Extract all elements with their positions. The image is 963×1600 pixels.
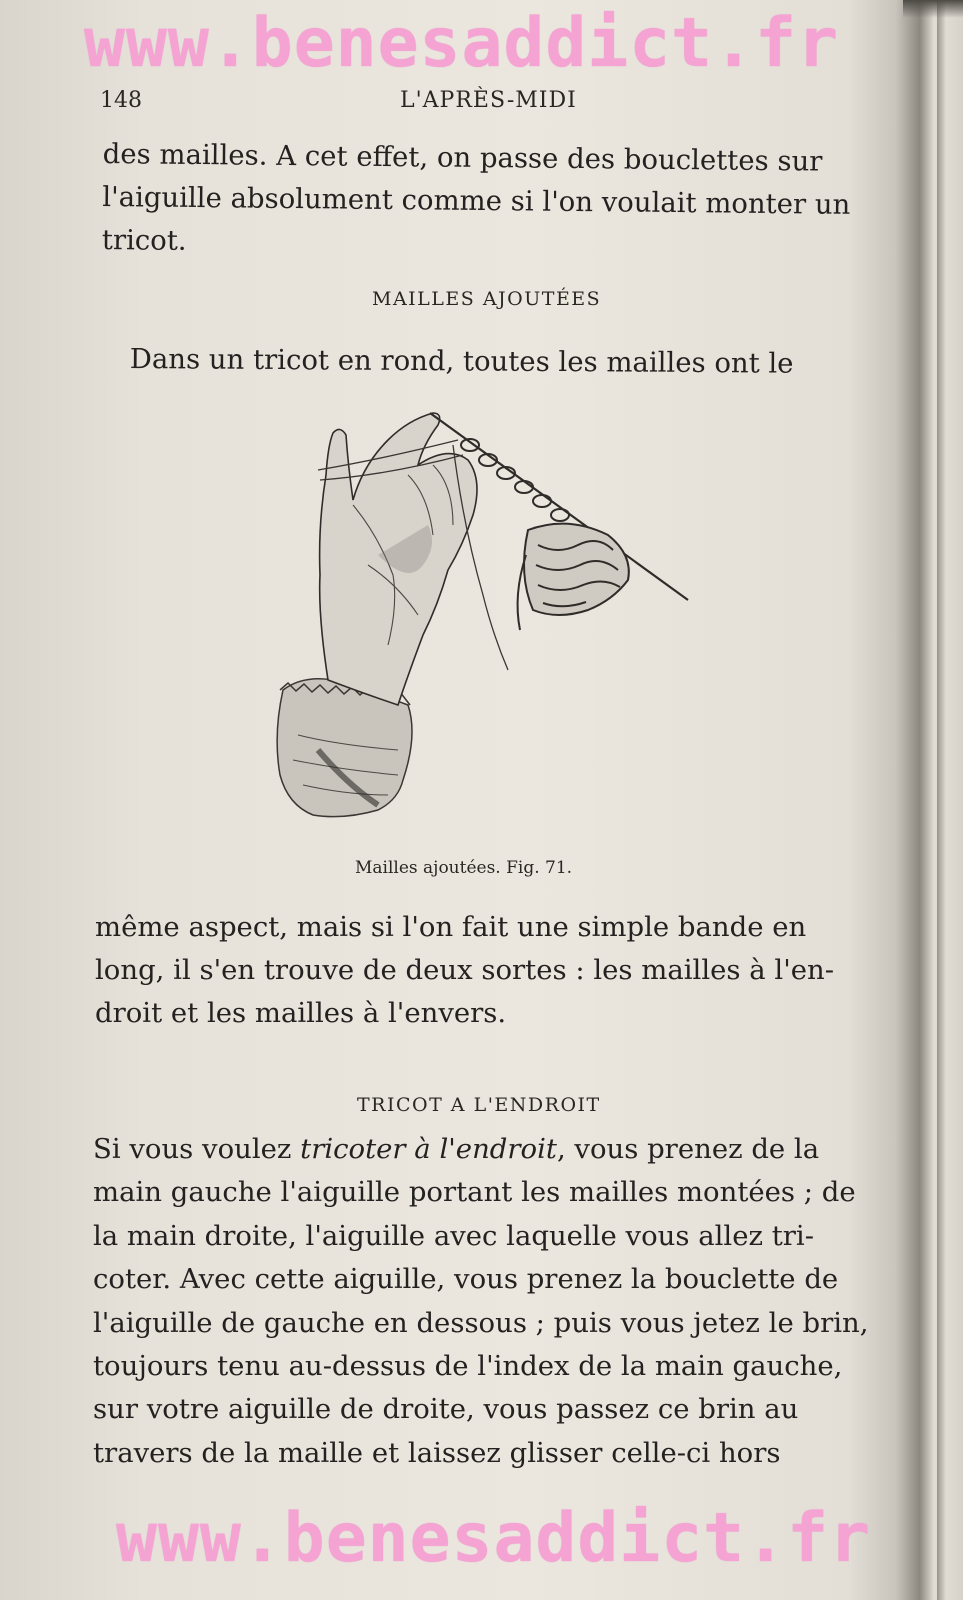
text-line: l'aiguille absolument comme si l'on voulait monter un xyxy=(102,180,851,221)
knitted-swatch xyxy=(518,524,629,630)
stitches-on-needle xyxy=(461,439,569,521)
running-title: L'APRÈS-MIDI xyxy=(400,88,577,113)
watermark-top: www.benesaddict.fr xyxy=(84,4,839,83)
text-line xyxy=(93,1128,876,1171)
section-heading-mailles-ajoutees: MAILLES AJOUTÉES xyxy=(372,288,602,310)
section1-continuation xyxy=(95,906,873,1035)
section2-paragraph xyxy=(93,1128,876,1475)
italic-term: tricoter à l'endroit xyxy=(300,1133,557,1165)
intro-paragraph xyxy=(102,133,870,270)
text-line: l'aiguille de gauche en dessous ; puis vous jetez le brin, xyxy=(93,1306,869,1339)
figure-caption: Mailles ajoutées. Fig. 71. xyxy=(355,858,573,878)
section1-first-line xyxy=(130,338,870,386)
text-line: droit et les mailles à l'envers. xyxy=(95,997,507,1029)
text-line: la main droite, l'aiguille avec laquelle vous allez tri- xyxy=(93,1219,814,1252)
page-number: 148 xyxy=(100,88,142,113)
knitting-hand-illustration xyxy=(258,405,708,825)
text-line: travers de la maille et laissez glisser celle-ci hors xyxy=(93,1436,781,1469)
text-line: coter. Avec cette aiguille, vous prenez la bouclette de xyxy=(93,1263,839,1296)
text-span: , vous prenez de la xyxy=(556,1133,820,1165)
section-heading-tricot-endroit: TRICOT A L'ENDROIT xyxy=(357,1094,601,1116)
text-line: Dans un tricot en rond, toutes les mailles ont le xyxy=(129,342,794,380)
text-line: long, il s'en trouve de deux sortes : les mailles à l'en- xyxy=(95,954,835,986)
text-span: Si vous voulez xyxy=(93,1133,301,1165)
next-page-edge xyxy=(937,0,963,1600)
text-line: des mailles. A cet effet, on passe des bouclettes sur xyxy=(102,137,823,178)
text-line: même aspect, mais si l'on fait une simple bande en xyxy=(95,911,807,943)
text-line: tricot. xyxy=(101,223,187,257)
text-line: sur votre aiguille de droite, vous passez ce brin au xyxy=(93,1393,799,1426)
page-header xyxy=(100,88,870,118)
watermark-bottom: www.benesaddict.fr xyxy=(116,1499,871,1578)
text-line: main gauche l'aiguille portant les mailles montées ; de xyxy=(93,1176,856,1209)
text-line: toujours tenu au-dessus de l'index de la main gauche, xyxy=(93,1350,843,1383)
